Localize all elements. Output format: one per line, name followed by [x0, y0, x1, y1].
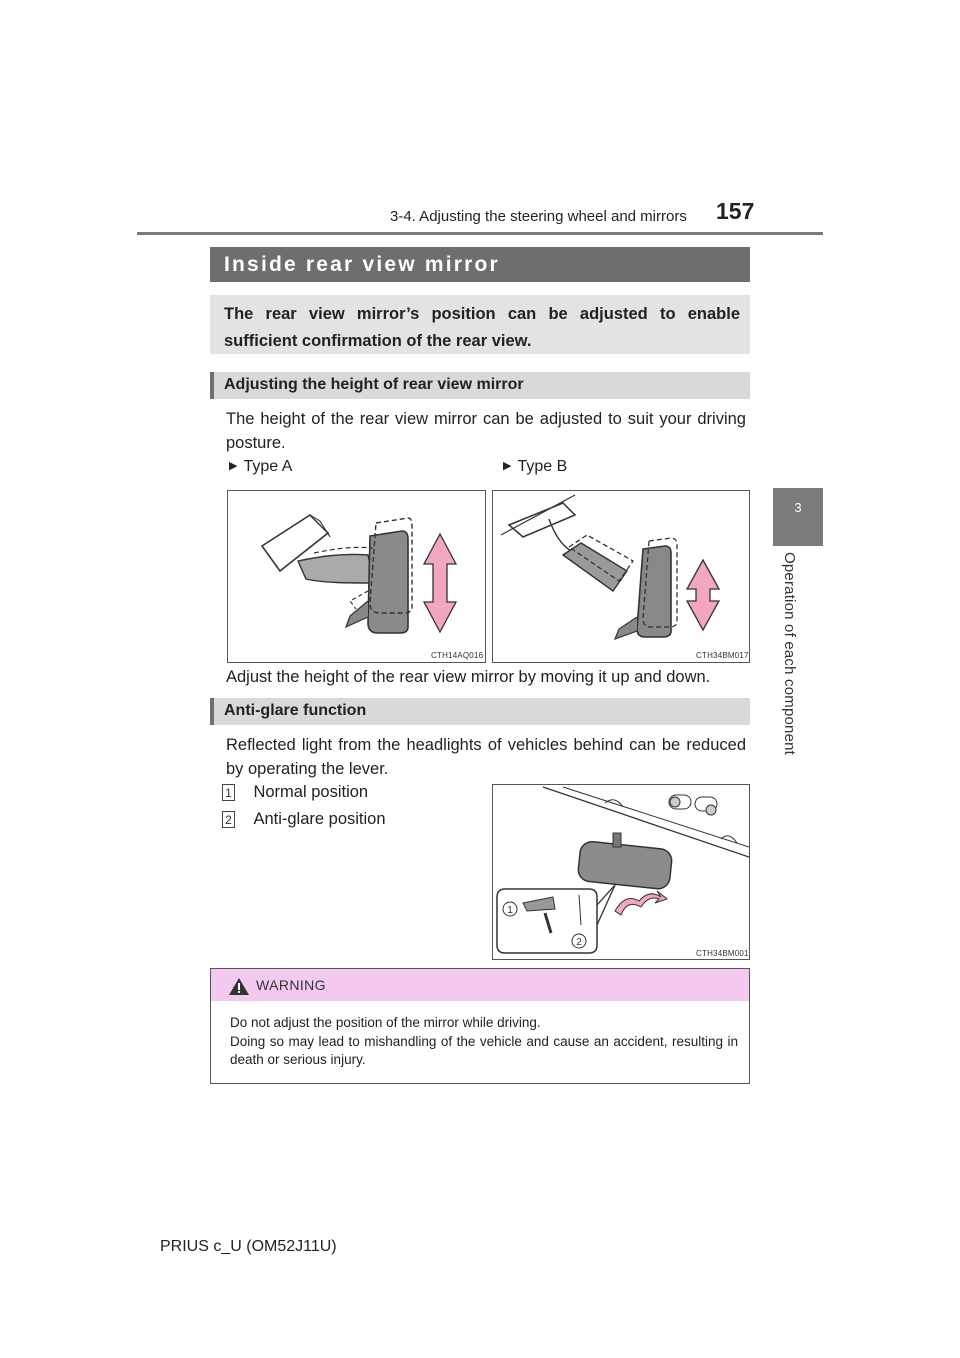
list-item	[222, 807, 386, 831]
list-item-label: Anti-glare position	[253, 810, 386, 828]
page-title: Inside rear view mirror	[210, 247, 750, 282]
figure-code: CTH34BM001	[696, 949, 749, 958]
warning-header	[211, 969, 749, 1001]
right-triangle-icon: ▶	[229, 460, 238, 472]
height-intro: The height of the rear view mirror can be adjusted to suit your driving posture.	[226, 410, 746, 452]
antiglare-heading: Anti-glare function	[210, 698, 750, 725]
chapter-number: 3	[794, 500, 802, 515]
height-instruction: Adjust the height of the rear view mirror by moving it up and down.	[226, 668, 711, 686]
right-triangle-icon: ▶	[503, 460, 512, 472]
chapter-title: Operation of each component	[781, 552, 798, 756]
warning-line-1: Do not adjust the position of the mirror while driving.	[230, 1015, 541, 1030]
section-title: 3-4. Adjusting the steering wheel and mirrors	[390, 208, 687, 225]
header-rule	[137, 232, 823, 235]
lead-text: The rear view mirror’s position can be adjusted to enable sufficient confirmation of the rear view.	[210, 295, 750, 354]
antiglare-illustration	[493, 785, 749, 959]
figure-type-a	[227, 490, 486, 663]
number-badge: 2	[222, 811, 235, 828]
warning-line-2: Doing so may lead to mishandling of the vehicle and cause an accident, resulting in death or serious injury.	[230, 1033, 738, 1067]
mirror-type-a-illustration	[228, 491, 485, 662]
warning-label: WARNING	[256, 977, 326, 993]
figure-code: CTH34BM017	[696, 651, 749, 660]
figure-antiglare	[492, 784, 750, 960]
type-b-text: Type B	[517, 458, 568, 475]
svg-text:2: 2	[576, 937, 582, 948]
type-b-label	[503, 458, 567, 476]
number-badge: 1	[222, 784, 235, 801]
list-item-label: Normal position	[253, 783, 369, 801]
figure-type-b	[492, 490, 750, 663]
warning-text	[230, 1014, 738, 1070]
chapter-tab	[773, 488, 823, 546]
warning-box	[210, 968, 750, 1084]
list-item	[222, 780, 368, 804]
type-a-text: Type A	[243, 458, 293, 475]
figure-code: CTH14AQ016	[431, 651, 484, 660]
type-a-label	[229, 458, 292, 476]
antiglare-intro: Reflected light from the headlights of vehicles behind can be reduced by operating the lever.	[226, 736, 746, 778]
mirror-type-b-illustration	[493, 491, 749, 662]
svg-text:1: 1	[507, 905, 513, 916]
warning-triangle-icon	[228, 977, 250, 996]
page-number: 157	[716, 198, 755, 224]
footer-model: PRIUS c_U (OM52J11U)	[160, 1238, 337, 1255]
height-heading: Adjusting the height of rear view mirror	[210, 372, 750, 399]
